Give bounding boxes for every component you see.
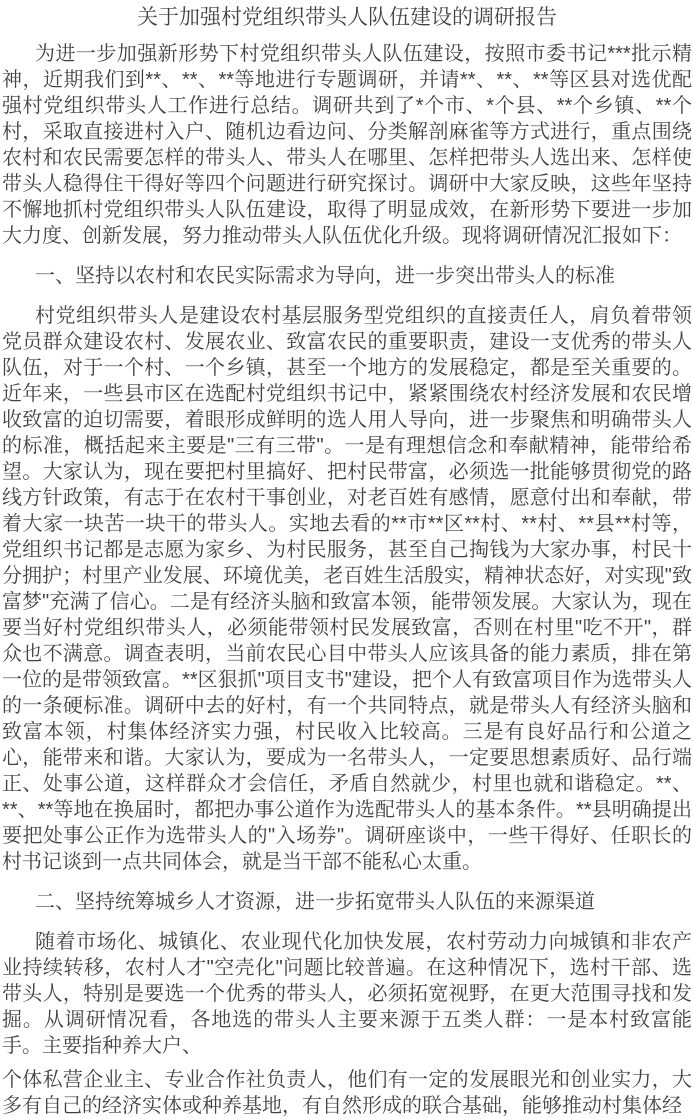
continuation-paragraph-clipped: 个体私营企业主、专业合作社负责人，他们有一定的发展眼光和创业实力，大多有自己的经济实体或种养基地，有自然形成的联合基础，能够推动村集体经	[2, 1069, 692, 1117]
intro-paragraph: 为进一步加强新形势下村党组织带头人队伍建设，按照市委书记***批示精神，近期我们到**、**、**等地进行专题调研，并请**、**、**等区县对选优配强村党组织带头人工作进行总结。调研共到了*个市、*个县、**个乡镇、**个村，采取直接进村入户、随机边看边问、分类解剖麻雀等方式进行，重点围绕农村和农民需要怎样的带头人、带头人在哪里、怎样把带头人选出来、怎样使带头人稳得住干得好等四个问题进行研究探讨。调研中大家反映，这些年坚持不懈地抓村党组织带头人队伍建设，取得了明显成效，在新形势下要进一步加大力度、创新发展，努力推动带头人队伍优化升级。现将调研情况汇报如下：	[2, 43, 692, 247]
section-2-heading: 二、坚持统筹城乡人才资源，进一步拓宽带头人队伍的来源渠道	[35, 891, 595, 913]
report-title: 关于加强村党组织带头人队伍建设的调研报告	[137, 6, 557, 29]
section-1-heading: 一、坚持以农村和农民实际需求为导向，进一步突出带头人的标准	[35, 265, 615, 287]
section-2-paragraph: 随着市场化、城镇化、农业现代化加快发展，农村劳动力向城镇和非农产业持续转移，农村人才"空壳化"问题比较普遍。在这种情况下，选村干部、选带头人，特别是要选一个优秀的带头人，必须拓宽视野，在更大范围寻找和发掘。从调研情况看，各地选的带头人主要来源于五类人群：一是本村致富能手。主要指种养大户、	[2, 931, 692, 1057]
section-1-paragraph: 村党组织带头人是建设农村基层服务型党组织的直接责任人，肩负着带领党员群众建设农村、发展农业、致富农民的重要职责，建设一支优秀的带头人队伍，对于一个村、一个乡镇，甚至一个地方的发展稳定，都是至关重要的。近年来，一些县市区在选配村党组织书记中，紧紧围绕农村经济发展和农民增收致富的迫切需要，着眼形成鲜明的选人用人导向，进一步聚焦和明确带头人的标准，概括起来主要是"三有三带"。一是有理想信念和奉献精神，能带给希望。大家认为，现在要把村里搞好、把村民带富，必须选一批能够贯彻党的路线方针政策，有志于在农村干事创业，对老百姓有感情，愿意付出和奉献，带着大家一块苦一块干的带头人。实地去看的**市**区**村、**村、**县**村等，党组织书记都是志愿为家乡、为村民服务，甚至自己掏钱为大家办事，村民十分拥护；村里产业发展、环境优美，老百姓生活殷实，精神状态好，对实现"致富梦"充满了信心。二是有经济头脑和致富本领，能带领发展。大家认为，现在要当好村党组织带头人，必须能带领村民发展致富，否则在村里"吃不开"，群众也不满意。调查表明，当前农民心目中带头人应该具备的能力素质，排在第一位的是带领致富。**区狠抓"项目支书"建设，把个人有致富项目作为选带头人的一条硬标准。调研中去的好村，有一个共同特点，就是带头人有经济头脑和致富本领，村集体经济实力强，村民收入比较高。三是有良好品行和公道之心，能带来和谐。大家认为，要成为一名带头人，一定要思想素质好、品行端正、处事公道，这样群众才会信任，矛盾自然就少，村里也就和谐稳定。**、**、**等地在换届时，都把办事公道作为选配带头人的基本条件。**县明确提出要把处事公正作为选带头人的"入场券"。调研座谈中，一些干得好、任职长的村书记谈到一点共同体会，就是当干部不能私心太重。	[2, 305, 692, 873]
